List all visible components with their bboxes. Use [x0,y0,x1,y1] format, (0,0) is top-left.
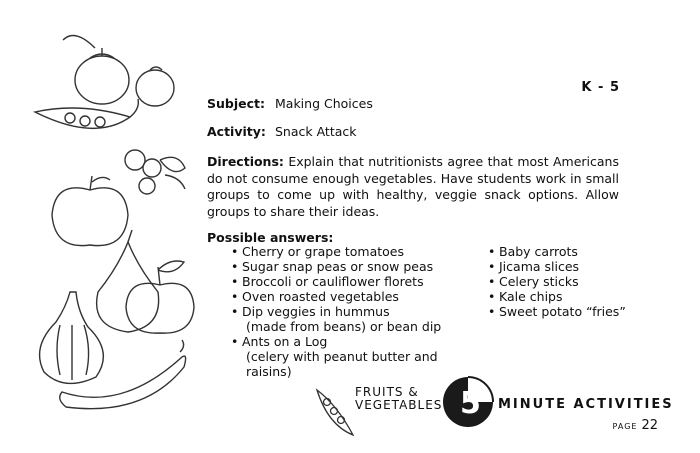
answers-list-left [231,244,481,379]
directions-paragraph [207,154,619,220]
subject-row [207,96,373,111]
pea-pod-footer-icon [312,380,358,440]
subject-label: Subject: [207,96,265,111]
logo-number: 5 [460,386,481,421]
pea-pod-icon [35,99,138,128]
apple-icon [52,176,128,246]
list-item: • Kale chips [488,289,638,304]
tomato-icon [63,36,174,107]
activity-label: Activity: [207,124,266,139]
directions-label: Directions: [207,154,284,169]
radish-icon [125,150,185,194]
list-item: • Ants on a Log (celery with peanut butter and raisins) [231,334,481,379]
activity-row [207,124,357,139]
fruits-vegetables-illustration [0,0,205,453]
list-item: • Cherry or grape tomatoes [231,244,481,259]
program-title: FRUITS & VEGETABLES [355,385,443,412]
five-minute-logo [440,375,496,429]
list-item: • Oven roasted vegetables [231,289,481,304]
list-item: • Sugar snap peas or snow peas [231,259,481,274]
list-item: • Celery sticks [488,274,638,289]
list-item: • Dip veggies in hummus (made from beans) or bean dip [231,304,481,334]
possible-answers-heading: Possible answers: [207,230,334,245]
cucumber-icon [60,340,186,409]
list-item: • Baby carrots [488,244,638,259]
squash-icon [40,292,104,383]
list-item: • Sweet potato “fries” [488,304,638,319]
directions-text: Explain that nutritionists agree that most Americans do not consume enough vegetables. Have students work in small groups to come up with healthy, veggie snack options. Allow groups to share their ideas. [207,154,619,219]
page-number: PAGE 22 [612,418,658,433]
subject-value: Making Choices [275,96,373,111]
activity-value: Snack Attack [275,124,357,139]
list-item: • Broccoli or cauliflower florets [231,274,481,289]
list-item: • Jicama slices [488,259,638,274]
answers-list-right [488,244,638,319]
grade-level: K - 5 [581,80,620,95]
minute-activities-title: MINUTE ACTIVITIES [498,397,674,412]
apple-icon [126,261,194,333]
